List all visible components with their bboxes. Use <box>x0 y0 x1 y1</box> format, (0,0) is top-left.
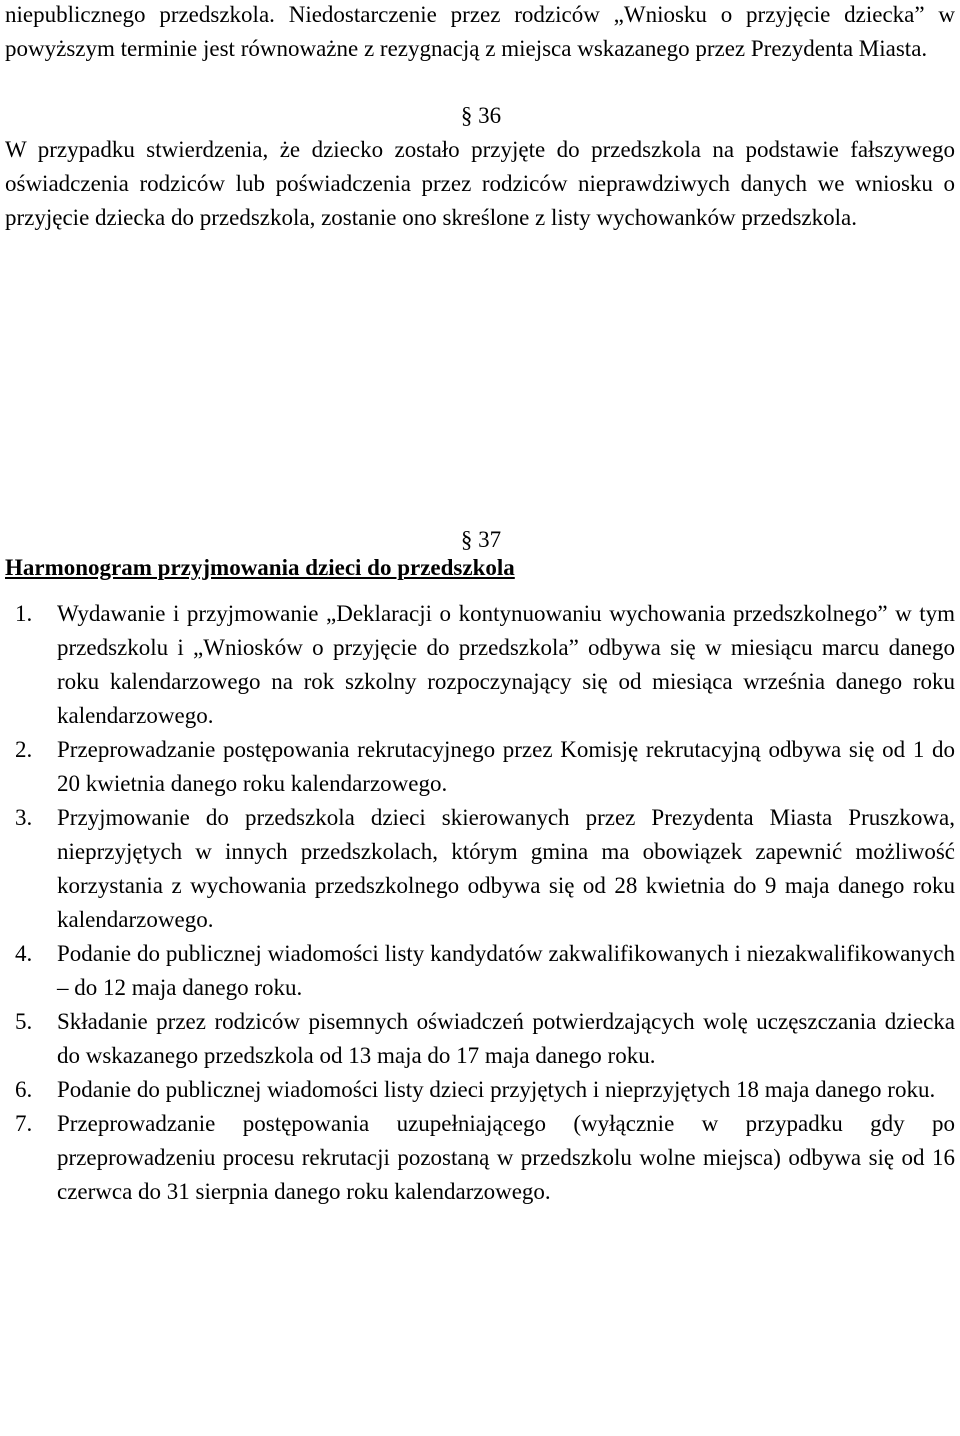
list-item-text: Przyjmowanie do przedszkola dzieci skierowanych przez Prezydenta Miasta Pruszkowa, nieprzyjętych w innych przedszkolach, którym gmina ma obowiązek zapewnić możliwość korzystania z wychowania przedszkolnego odbywa się od 28 kwietnia do 9 maja danego roku kalendarzowego. <box>57 805 955 932</box>
list-item-number: 6. <box>15 1077 33 1102</box>
list-item-number: 4. <box>15 941 33 966</box>
list-item <box>5 733 955 801</box>
list-item-number: 7. <box>15 1111 33 1136</box>
section-37-heading: § 37 <box>460 527 502 552</box>
list-item-number: 3. <box>15 805 33 830</box>
list-item <box>5 1073 955 1107</box>
list-item-text: Składanie przez rodziców pisemnych oświadczeń potwierdzających wolę uczęszczania dziecka do wskazanego przedszkola od 13 maja do 17 maja danego roku. <box>57 1009 955 1068</box>
list-item <box>5 937 955 1005</box>
list-item <box>5 1107 955 1209</box>
section-36-heading: § 36 <box>460 103 502 128</box>
list-item-number: 1. <box>15 601 33 626</box>
harmonogram-list <box>5 597 955 1209</box>
list-item-text: Przeprowadzanie postępowania uzupełniającego (wyłącznie w przypadku gdy po przeprowadzeniu procesu rekrutacji pozostaną w przedszkolu wolne miejsca) odbywa się od 16 czerwca do 31 sierpnia danego roku kalendarzowego. <box>57 1111 955 1204</box>
list-item-text: Wydawanie i przyjmowanie „Deklaracji o kontynuowaniu wychowania przedszkolnego” w tym przedszkolu i „Wniosków o przyjęcie do przedszkola” odbywa się w miesiącu marcu danego roku kalendarzowego na rok szkolny rozpoczynający się od miesiąca września danego roku kalendarzowego. <box>57 601 955 728</box>
intro-paragraph: niepublicznego przedszkola. Niedostarczenie przez rodziców „Wniosku o przyjęcie dziecka” w powyższym terminie jest równoważne z rezygnacją z miejsca wskazanego przez Prezydenta Miasta. <box>5 2 955 61</box>
list-item <box>5 1005 955 1073</box>
list-item-text: Podanie do publicznej wiadomości listy dzieci przyjętych i nieprzyjętych 18 maja danego roku. <box>57 1077 936 1102</box>
section-36-paragraph: W przypadku stwierdzenia, że dziecko zostało przyjęte do przedszkola na podstawie fałszywego oświadczenia rodziców lub poświadczenia przez rodziców nieprawdziwych danych we wniosku o przyjęcie dziecka do przedszkola, zostanie ono skreślone z listy wychowanków przedszkola. <box>5 137 955 230</box>
list-item-number: 2. <box>15 737 33 762</box>
list-item-number: 5. <box>15 1009 33 1034</box>
list-item-text: Podanie do publicznej wiadomości listy kandydatów zakwalifikowanych i niezakwalifikowanych – do 12 maja danego roku. <box>57 941 955 1000</box>
list-item <box>5 597 955 733</box>
list-item <box>5 801 955 937</box>
harmonogram-title: Harmonogram przyjmowania dzieci do przedszkola <box>5 555 515 580</box>
list-item-text: Przeprowadzanie postępowania rekrutacyjnego przez Komisję rekrutacyjną odbywa się od 1 do 20 kwietnia danego roku kalendarzowego. <box>57 737 955 796</box>
document-page <box>5 0 955 1209</box>
